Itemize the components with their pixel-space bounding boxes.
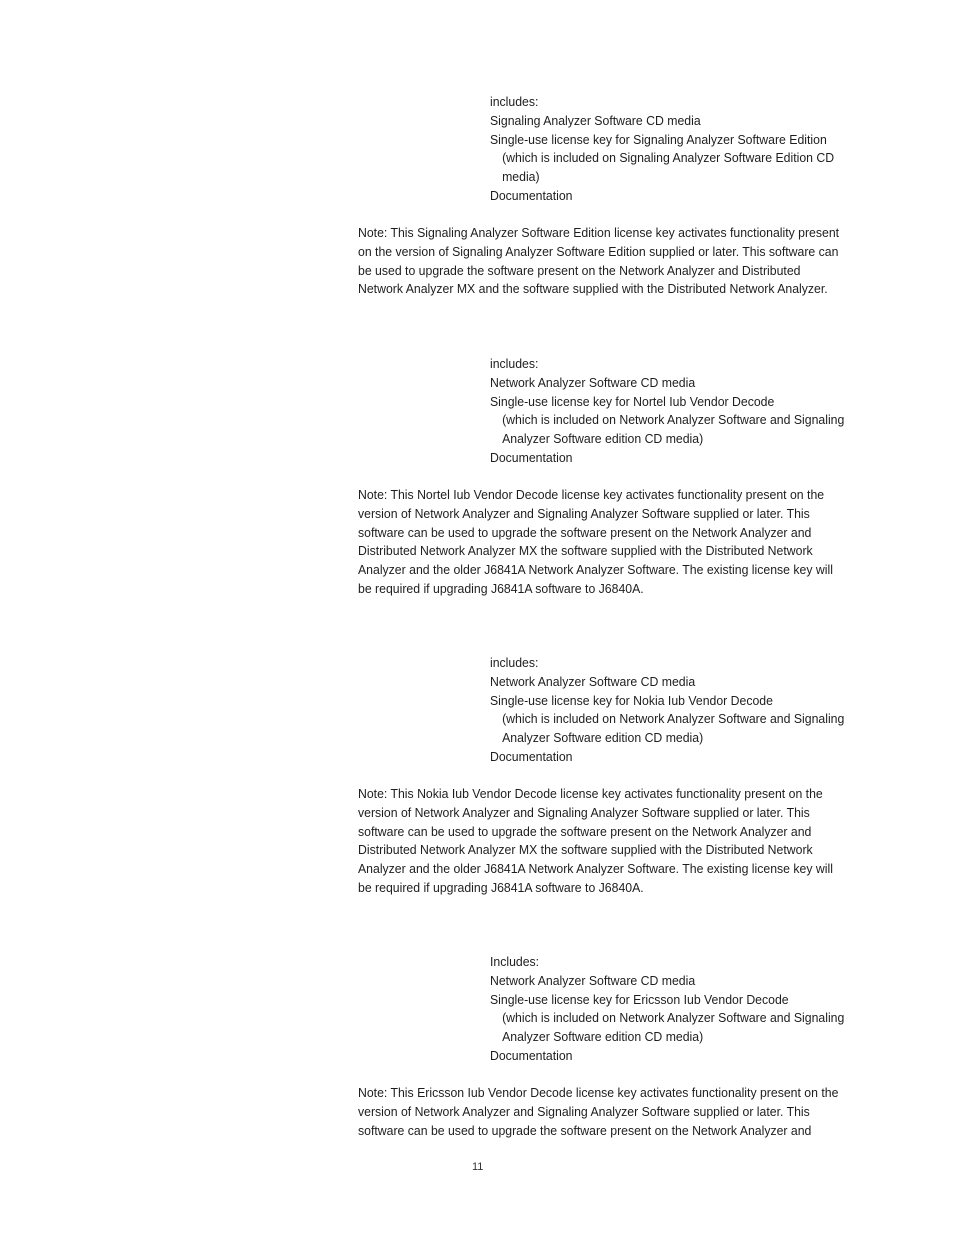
includes-list	[490, 654, 843, 767]
includes-list	[490, 953, 843, 1066]
includes-documentation: Documentation	[490, 748, 573, 764]
includes-documentation: Documentation	[490, 187, 573, 203]
includes-license: Single-use license key for Nortel Iub Vendor Decode	[490, 393, 775, 409]
note-paragraph: Note: This Signaling Analyzer Software Edition license key activates functionality present on the version of Signaling Analyzer Software Edition supplied or later. This software can be used to upgrade the software present on the Network Analyzer and Distributed Network Analyzer MX and the software supplied with the Distributed Network Analyzer.	[358, 225, 840, 297]
includes-license: Single-use license key for Nokia Iub Vendor Decode	[490, 692, 773, 708]
includes-documentation: Documentation	[490, 449, 573, 465]
includes-media: Network Analyzer Software CD media	[490, 673, 696, 689]
includes-documentation: Documentation	[490, 1047, 573, 1063]
includes-heading: includes:	[490, 356, 539, 371]
includes-license-note: (which is included on Network Analyzer Software and Signaling Analyzer Software edition CD media)	[502, 1010, 845, 1045]
includes-list	[490, 355, 843, 468]
includes-heading: includes:	[490, 94, 539, 109]
includes-heading: includes:	[490, 655, 539, 670]
includes-list	[490, 93, 843, 206]
includes-license: Single-use license key for Signaling Analyzer Software Edition	[490, 131, 827, 147]
includes-media: Signaling Analyzer Software CD media	[490, 112, 701, 128]
note-paragraph: Note: This Ericsson Iub Vendor Decode license key activates functionality present on the version of Network Analyzer and Signaling Analyzer Software supplied or later. This software can be used to upgrade the software present on the Network Analyzer and	[358, 1085, 839, 1138]
includes-license-note: (which is included on Network Analyzer Software and Signaling Analyzer Software edition CD media)	[502, 711, 845, 746]
includes-license-note: (which is included on Signaling Analyzer Software Edition CD media)	[502, 150, 835, 185]
includes-license: Single-use license key for Ericsson Iub Vendor Decode	[490, 991, 789, 1007]
includes-media: Network Analyzer Software CD media	[490, 374, 696, 390]
page-number: 11	[472, 1161, 484, 1173]
note-paragraph: Note: This Nokia Iub Vendor Decode license key activates functionality present on the version of Network Analyzer and Signaling Analyzer Software supplied or later. This software can be used to upgrade the software present on the Network Analyzer and Distributed Network Analyzer MX the software supplied with the Distributed Network Analyzer and the older J6841A Network Analyzer Software. The existing license key will be required if upgrading J6841A software to J6840A.	[358, 786, 833, 895]
note-paragraph: Note: This Nortel Iub Vendor Decode license key activates functionality present on the version of Network Analyzer and Signaling Analyzer Software supplied or later. This software can be used to upgrade the software present on the Network Analyzer and Distributed Network Analyzer MX the software supplied with the Distributed Network Analyzer and the older J6841A Network Analyzer Software. The existing license key will be required if upgrading J6841A software to J6840A.	[358, 487, 833, 596]
includes-media: Network Analyzer Software CD media	[490, 972, 696, 988]
includes-license-note: (which is included on Network Analyzer Software and Signaling Analyzer Software edition CD media)	[502, 412, 845, 447]
includes-heading: Includes:	[490, 954, 540, 969]
